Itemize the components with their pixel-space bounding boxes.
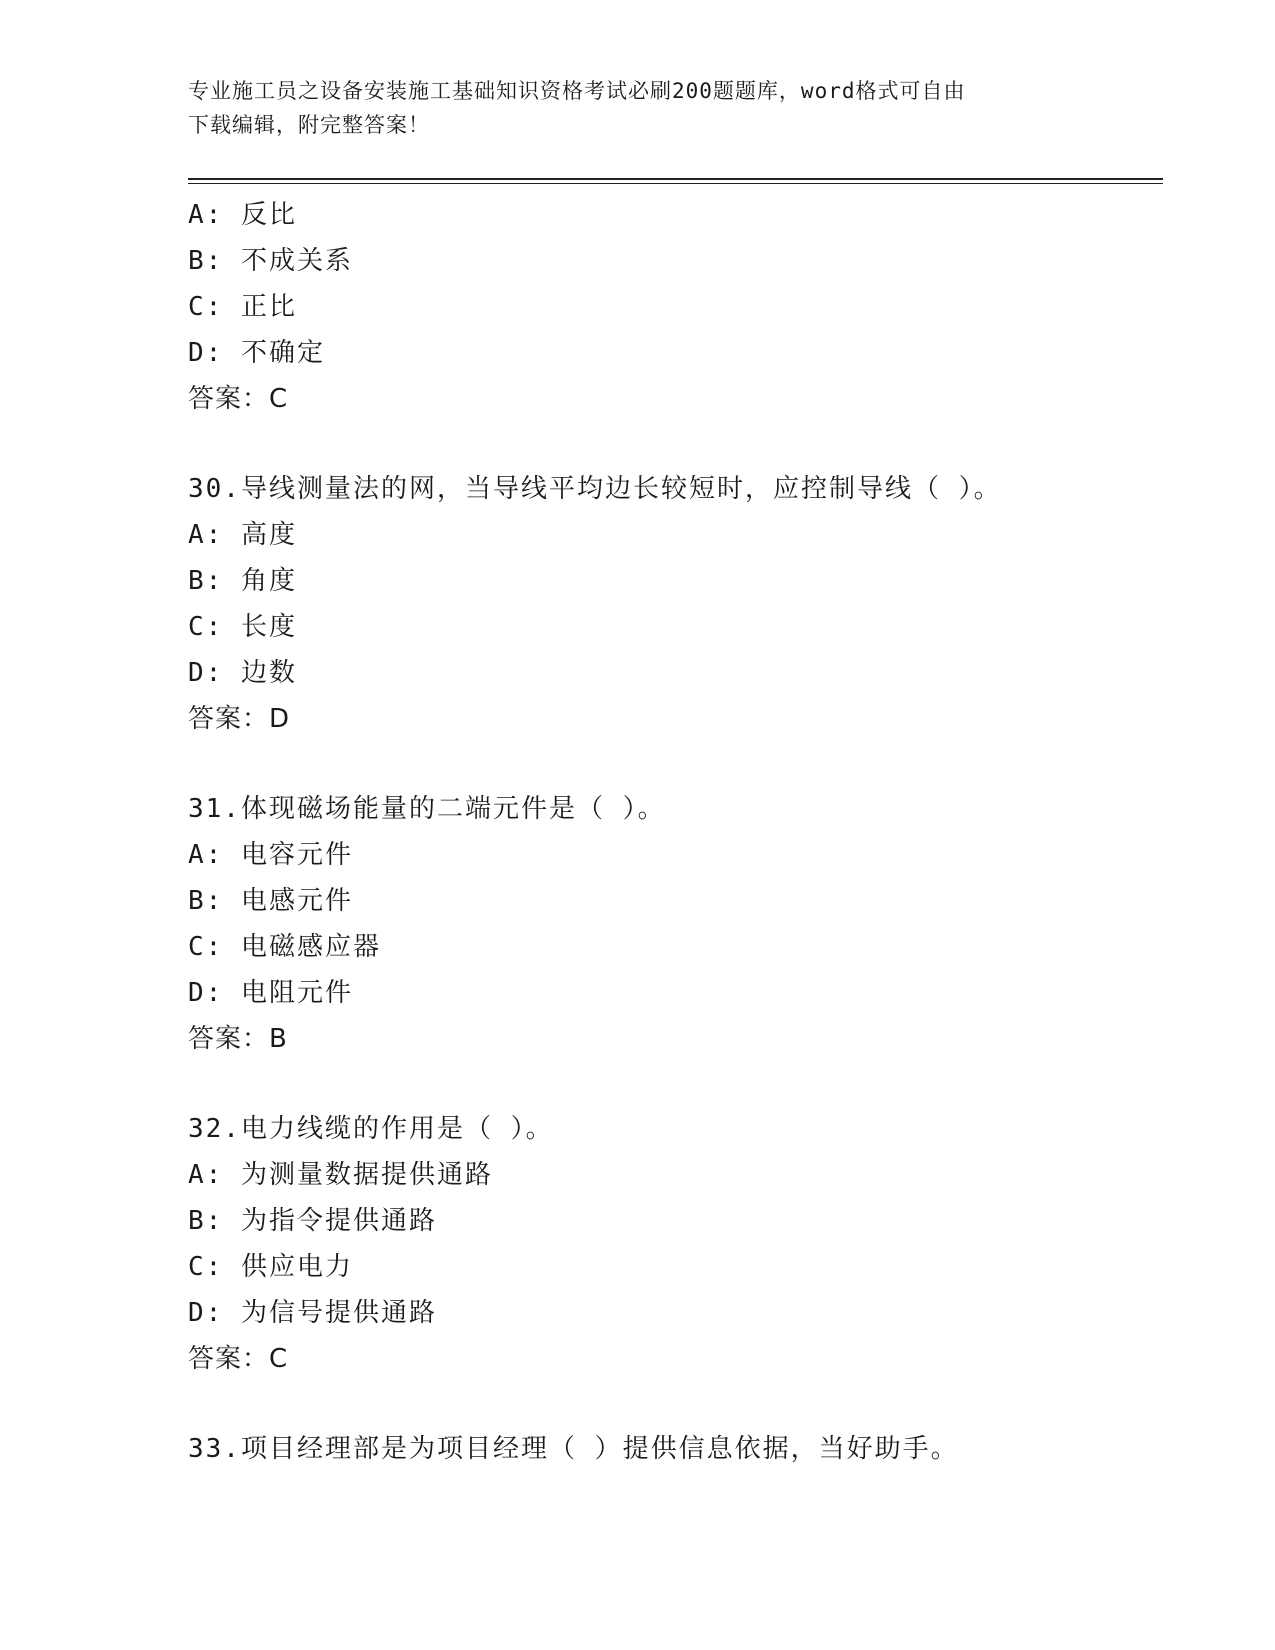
question-29-continued (188, 192, 1168, 422)
option-a: A: 反比 (188, 200, 297, 230)
question-33 (188, 1426, 1168, 1472)
question-stem: 31.体现磁场能量的二端元件是（ ）。 (188, 794, 666, 824)
answer-line: 答案：C (188, 384, 289, 414)
option-c: C: 长度 (188, 612, 297, 642)
question-list (188, 192, 1168, 1472)
question-31 (188, 786, 1168, 1062)
header-rule-thick (188, 178, 1163, 180)
question-stem: 33.项目经理部是为项目经理（ ）提供信息依据，当好助手。 (188, 1434, 959, 1464)
option-c: C: 供应电力 (188, 1252, 353, 1282)
option-b: B: 不成关系 (188, 246, 353, 276)
option-d: D: 为信号提供通路 (188, 1298, 437, 1328)
header-line-1: 专业施工员之设备安装施工基础知识资格考试必刷200题题库，word格式可自由 (188, 79, 966, 103)
answer-line: 答案：B (188, 1024, 288, 1054)
option-d: D: 不确定 (188, 338, 325, 368)
question-stem: 30.导线测量法的网，当导线平均边长较短时，应控制导线（ ）。 (188, 474, 1002, 504)
option-b: B: 角度 (188, 566, 297, 596)
option-d: D: 边数 (188, 658, 297, 688)
option-c: C: 电磁感应器 (188, 932, 381, 962)
answer-line: 答案：C (188, 1344, 289, 1374)
option-c: C: 正比 (188, 292, 297, 322)
option-b: B: 为指令提供通路 (188, 1206, 437, 1236)
option-a: A: 高度 (188, 520, 297, 550)
header-rule-thin (188, 183, 1163, 184)
question-stem: 32.电力线缆的作用是（ ）。 (188, 1114, 554, 1144)
question-30 (188, 466, 1168, 742)
option-b: B: 电感元件 (188, 886, 353, 916)
option-a: A: 电容元件 (188, 840, 353, 870)
question-32 (188, 1106, 1168, 1382)
option-a: A: 为测量数据提供通路 (188, 1160, 493, 1190)
header-line-2: 下载编辑，附完整答案！ (188, 113, 430, 137)
answer-line: 答案：D (188, 704, 291, 734)
option-d: D: 电阻元件 (188, 978, 353, 1008)
document-header (188, 74, 1088, 142)
